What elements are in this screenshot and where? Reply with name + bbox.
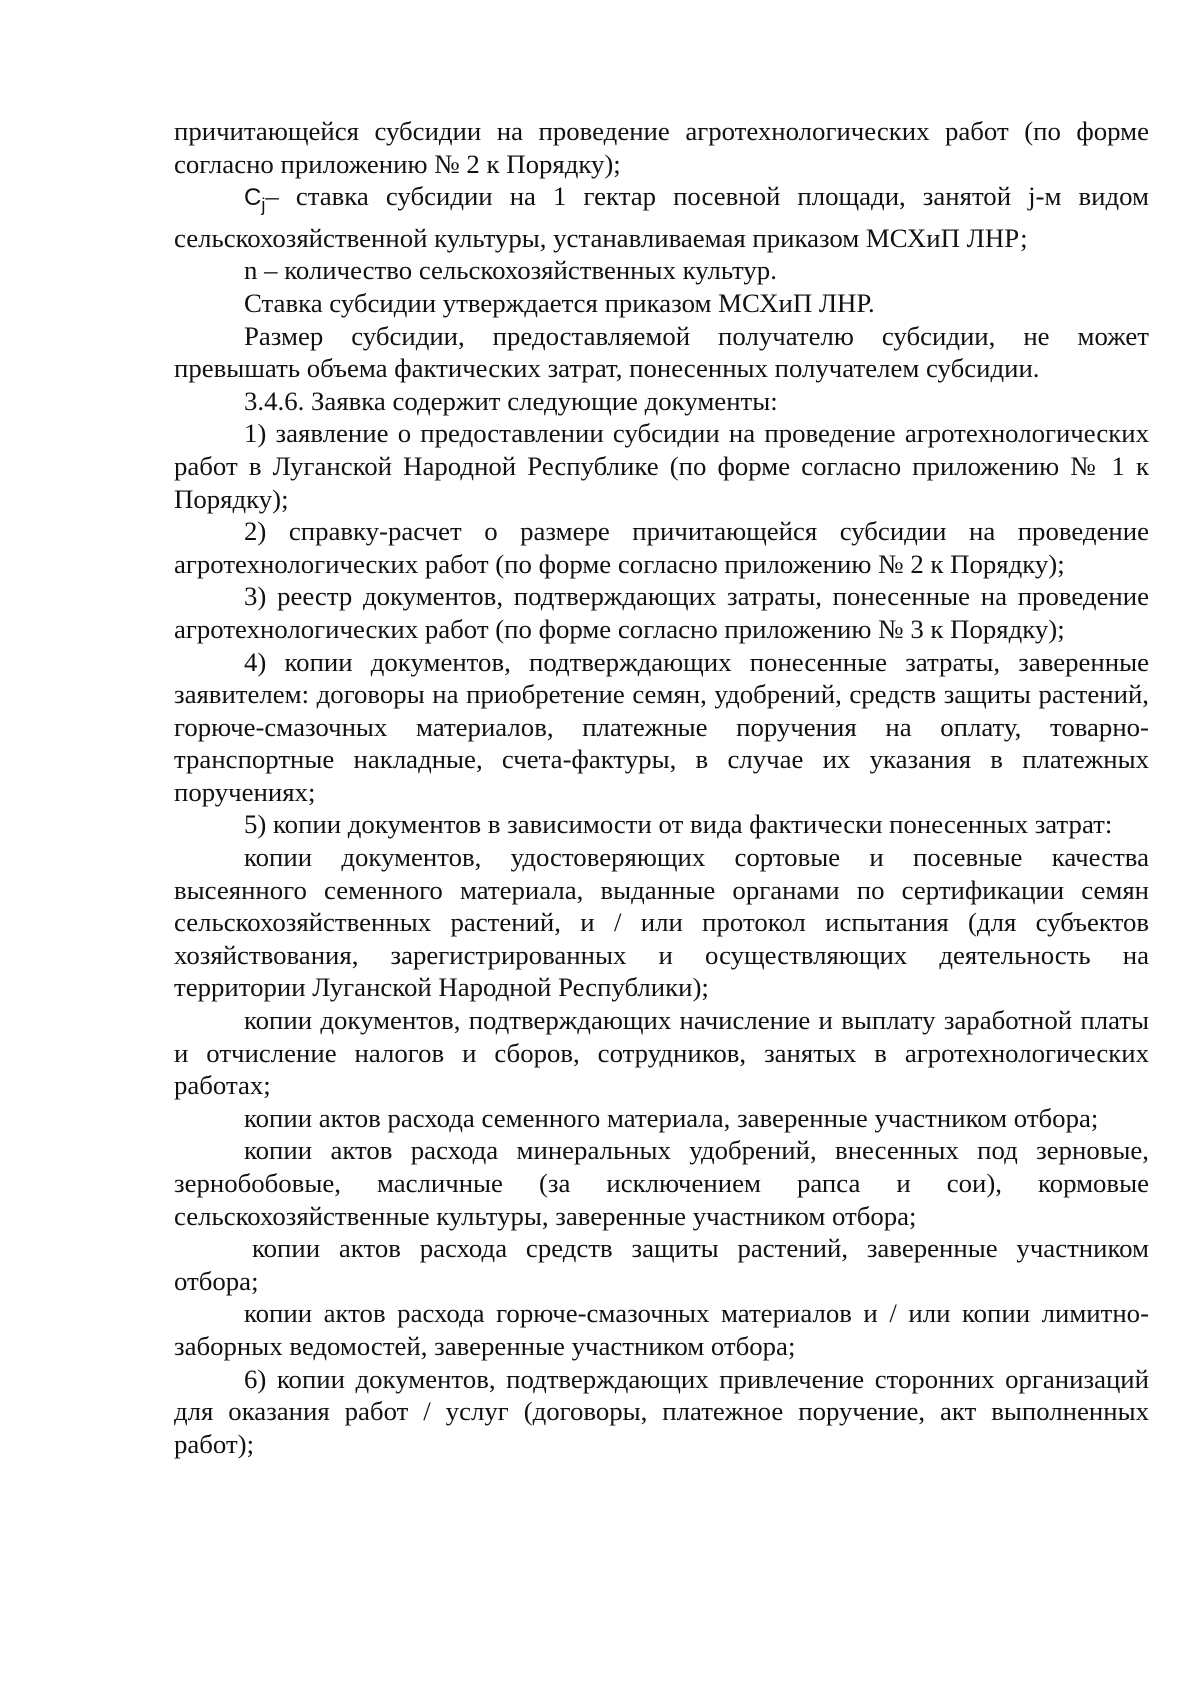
sub-item-seed-quality: копии документов, удостоверяющих сортовые и посевные качества высеянного семенного материала, выданные органами по сертификации семян сельскохозяйственных растений, и / или протокол испытания (для субъектов хозяйствования, зарегистрированных и осуществляющих деятельность на территории Луганской Народной Республики); xyxy=(174,842,1149,1003)
sub-item-seed-consumption: копии актов расхода семенного материала, заверенные участником отбора; xyxy=(244,1102,1099,1133)
paragraph-rate-approval: Ставка субсидии утверждается приказом МСХиП ЛНР. xyxy=(244,287,875,318)
sub-item-fuel: копии актов расхода горюче-смазочных материалов и / или копии лимитно-заборных ведомостей, заверенные участником отбора; xyxy=(174,1298,1149,1361)
list-item-4: 4) копии документов, подтверждающих понесенные затраты, заверенные заявителем: договоры на приобретение семян, удобрений, средств защиты растений, горюче-смазочных материалов, платежные поручения на оплату, товарно-транспортные накладные, счета-фактуры, в случае их указания в платежных поручениях; xyxy=(174,646,1149,807)
list-item-2: 2) справку-расчет о размере причитающейся субсидии на проведение агротехнологических работ (по форме согласно приложению № 2 к Порядку); xyxy=(174,516,1149,579)
list-item-3: 3) реестр документов, подтверждающих затраты, понесенные на проведение агротехнологических работ (по форме согласно приложению № 3 к Порядку); xyxy=(174,581,1149,644)
section-heading-3-4-6: 3.4.6. Заявка содержит следующие документы: xyxy=(244,385,778,416)
sub-item-payroll: копии документов, подтверждающих начисление и выплату заработной платы и отчисление налогов и сборов, сотрудников, занятых в агротехнологических работах; xyxy=(174,1005,1149,1101)
document-body xyxy=(174,115,1149,1460)
paragraph-text: – ставка субсидии на 1 гектар посевной площади, занятой j-м видом сельскохозяйственной культуры, устанавливаемая приказом МСХиП ЛНР; xyxy=(174,181,1149,253)
list-item-5: 5) копии документов в зависимости от вида фактически понесенных затрат: xyxy=(244,809,1113,840)
formula-subscript: j xyxy=(261,195,266,216)
sub-item-plant-protection: копии актов расхода средств защиты растений, заверенные участником отбора; xyxy=(174,1233,1149,1296)
paragraph-continuation: причитающейся субсидии на проведение агротехнологических работ (по форме согласно приложению № 2 к Порядку); xyxy=(174,116,1149,179)
paragraph-crop-count: n – количество сельскохозяйственных культур. xyxy=(244,255,777,286)
list-item-6: 6) копии документов, подтверждающих привлечение сторонних организаций для оказания работ / услуг (договоры, платежное поручение, акт выполненных работ); xyxy=(174,1363,1149,1459)
formula-variable: C xyxy=(244,184,262,212)
paragraph-rate-definition xyxy=(174,180,1149,254)
paragraph-subsidy-limit: Размер субсидии, предоставляемой получателю субсидии, не может превышать объема фактических затрат, понесенных получателем субсидии. xyxy=(174,320,1149,384)
list-item-1: 1) заявление о предоставлении субсидии на проведение агротехнологических работ в Луганской Народной Республике (по форме согласно приложению № 1 к Порядку); xyxy=(174,418,1149,514)
sub-item-fertilizer: копии актов расхода минеральных удобрений, внесенных под зерновые, зернобобовые, масличные (за исключением рапса и сои), кормовые сельскохозяйственные культуры, заверенные участником отбора; xyxy=(174,1135,1149,1231)
